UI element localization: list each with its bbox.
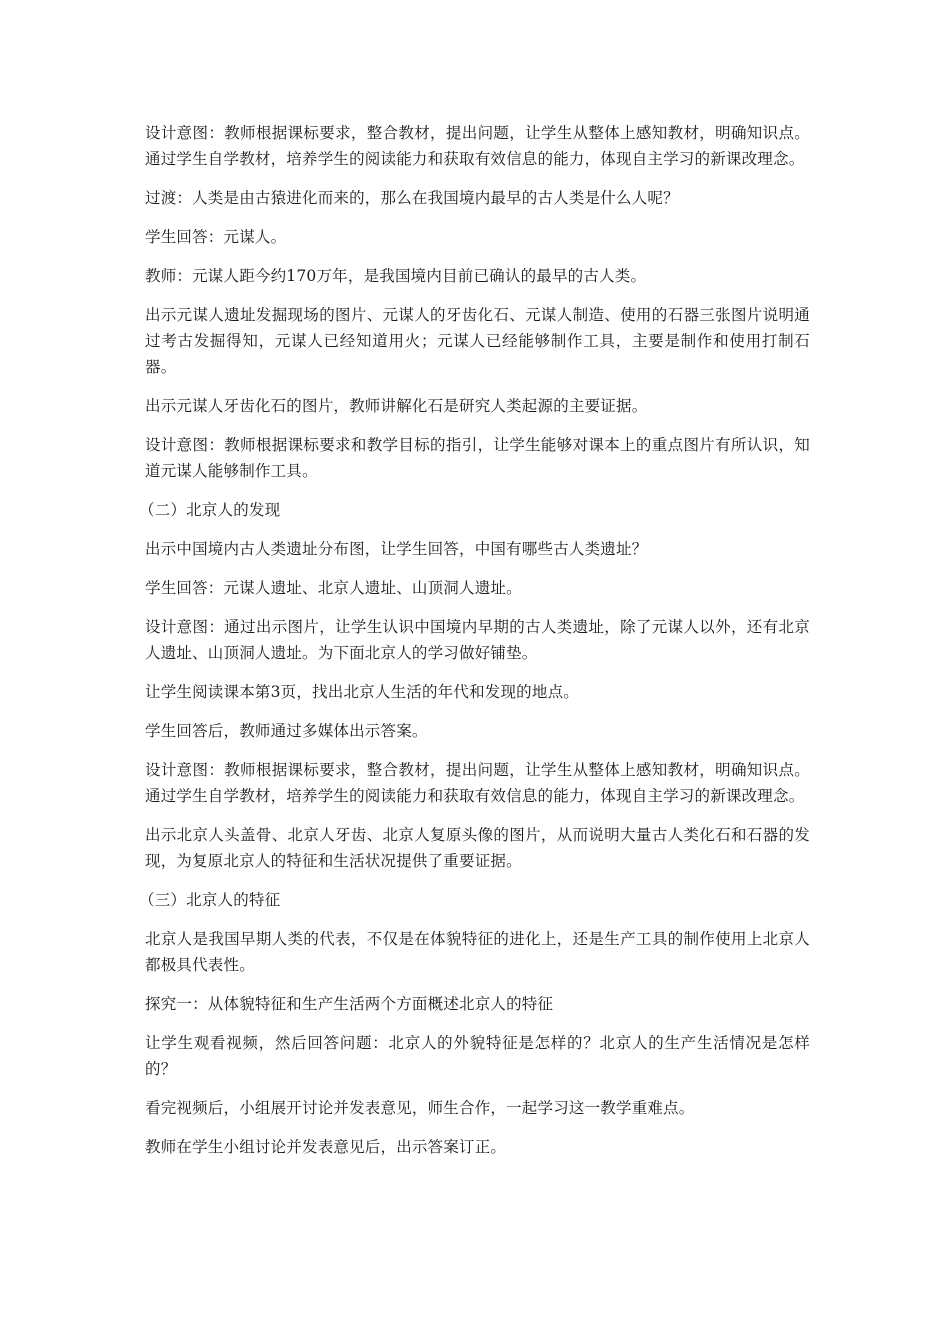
teacher-paragraph: 教师：元谋人距今约170万年，是我国境内目前已确认的最早的古人类。 bbox=[145, 267, 647, 285]
design-intent-paragraph: 设计意图：教师根据课标要求，整合教材，提出问题，让学生从整体上感知教材，明确知识点。通过学生自学教材，培养学生的阅读能力和获取有效信息的能力，体现自主学习的新课改理念。 bbox=[145, 124, 810, 168]
student-answer-paragraph: 学生回答：元谋人遗址、北京人遗址、山顶洞人遗址。 bbox=[145, 579, 522, 597]
peking-man-paragraph: 北京人是我国早期人类的代表，不仅是在体貌特征的进化上，还是生产工具的制作使用上北京人都极具代表性。 bbox=[145, 930, 810, 974]
design-intent-paragraph: 设计意图：通过出示图片，让学生认识中国境内早期的古人类遗址，除了元谋人以外，还有北京人遗址、山顶洞人遗址。为下面北京人的学习做好铺垫。 bbox=[145, 618, 810, 662]
show-images-paragraph: 出示元谋人遗址发掘现场的图片、元谋人的牙齿化石、元谋人制造、使用的石器三张图片说明通过考古发掘得知，元谋人已经知道用火；元谋人已经能够制作工具，主要是制作和使用打制石器。 bbox=[145, 306, 810, 376]
video-question-paragraph: 让学生观看视频，然后回答问题：北京人的外貌特征是怎样的？北京人的生产生活情况是怎样的？ bbox=[145, 1034, 810, 1078]
correction-paragraph: 教师在学生小组讨论并发表意见后，出示答案订正。 bbox=[145, 1138, 507, 1156]
answer-display-paragraph: 学生回答后，教师通过多媒体出示答案。 bbox=[145, 722, 428, 740]
section-heading: （三）北京人的特征 bbox=[139, 891, 281, 909]
student-answer-paragraph: 学生回答：元谋人。 bbox=[145, 228, 287, 246]
show-map-paragraph: 出示中国境内古人类遗址分布图，让学生回答，中国有哪些古人类遗址？ bbox=[145, 540, 648, 558]
document-body bbox=[139, 120, 810, 1173]
show-fossil-paragraph: 出示元谋人牙齿化石的图片，教师讲解化石是研究人类起源的主要证据。 bbox=[145, 397, 648, 415]
show-skull-paragraph: 出示北京人头盖骨、北京人牙齿、北京人复原头像的图片，从而说明大量古人类化石和石器的发现，为复原北京人的特征和生活状况提供了重要证据。 bbox=[145, 826, 810, 870]
discussion-paragraph: 看完视频后，小组展开讨论并发表意见，师生合作，一起学习这一教学重难点。 bbox=[145, 1099, 695, 1117]
inquiry-paragraph: 探究一：从体貌特征和生产生活两个方面概述北京人的特征 bbox=[145, 995, 554, 1013]
design-intent-paragraph: 设计意图：教师根据课标要求和教学目标的指引，让学生能够对课本上的重点图片有所认识，知道元谋人能够制作工具。 bbox=[145, 436, 810, 480]
transition-paragraph: 过渡：人类是由古猿进化而来的，那么在我国境内最早的古人类是什么人呢？ bbox=[145, 189, 679, 207]
design-intent-paragraph: 设计意图：教师根据课标要求，整合教材，提出问题，让学生从整体上感知教材，明确知识点。通过学生自学教材，培养学生的阅读能力和获取有效信息的能力，体现自主学习的新课改理念。 bbox=[145, 761, 810, 805]
section-heading: （二）北京人的发现 bbox=[139, 501, 281, 519]
reading-task-paragraph: 让学生阅读课本第3页，找出北京人生活的年代和发现的地点。 bbox=[145, 683, 579, 701]
